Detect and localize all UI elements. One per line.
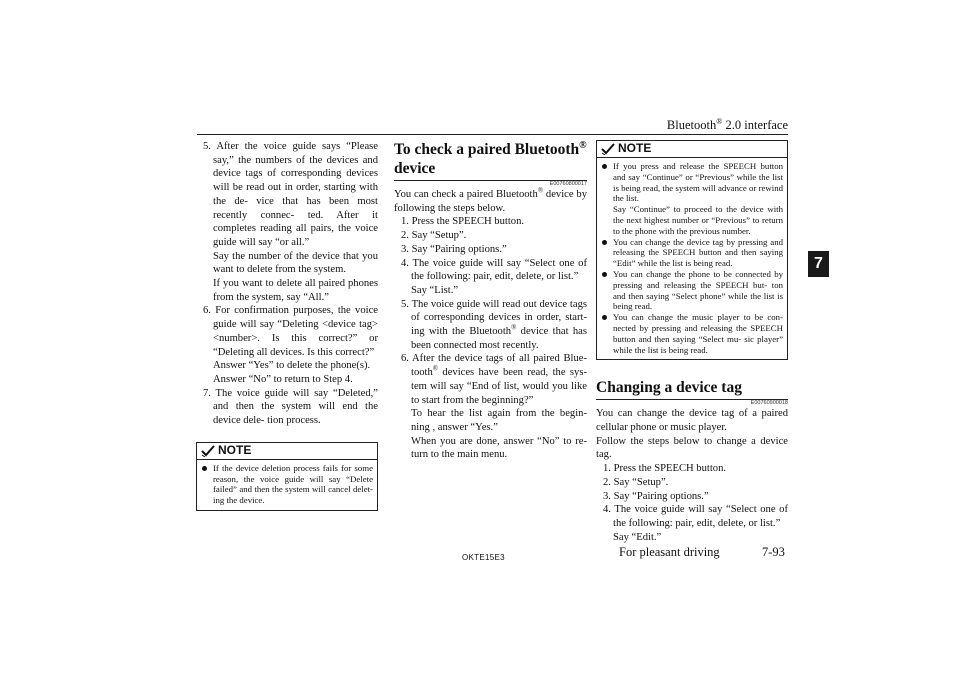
step-5: 5. The voice guide will read out device tags of corresponding devices in order, start- ing with the Bluetooth® device that has been connected most recently. (401, 298, 587, 351)
step-1: 1. Press the SPEECH button. (401, 216, 525, 228)
bullet-icon (202, 466, 207, 471)
note-bullet: You can change the music player to be con- nected by pressing and releasing the SPEECH button and then saying “Select mu- sic player” while the list is being read. (601, 312, 783, 355)
bullet-icon (602, 240, 607, 245)
note-bullet: If you press and release the SPEECH button and say “Continue” or “Previous” while the list is being read, the system will advance or rewind the list. (601, 161, 783, 204)
header-registered-mark: ® (716, 116, 723, 126)
section-code: E00760900018 (750, 400, 788, 407)
running-header (667, 118, 788, 133)
note-body (597, 158, 787, 359)
section-intro-2: Follow the steps below to change a device tag. (596, 435, 788, 461)
step-7: 7. The voice guide will say “Deleted,” and then the system will end the device dele- tion process. (203, 387, 378, 427)
step-2: 2. Say “Setup”. (603, 476, 669, 488)
section-heading-check-paired: To check a paired Bluetooth® device (394, 139, 587, 177)
step-3: 3. Say “Pairing options.” (603, 490, 709, 502)
footer-page-number: 7-93 (762, 545, 785, 559)
header-brand: Bluetooth (666, 118, 717, 132)
note-bullet: You can change the device tag by pressing and releasing the SPEECH button and then saying “Edit” while the list is being read. (601, 237, 783, 269)
step-6: 6. After the device tags of all paired Blue- tooth® devices have been read, the sys- tem will say “End of list, would you like to start from the beginning?” (401, 353, 587, 406)
step-4-continuation: Say “List.” (411, 284, 459, 296)
note-bullet: If the device deletion process fails for some reason, the voice guide will say “Delete failed” and then the system will cancel delet- ing the device. (201, 463, 373, 506)
header-rule (197, 134, 788, 135)
step-1: 1. Press the SPEECH button. (603, 463, 727, 475)
step-6-continuation-1: To hear the list again from the begin- ning , answer “Yes.” (411, 408, 587, 433)
step-4-continuation: Say “Edit.” (613, 531, 662, 543)
section-intro: You can check a paired Bluetooth® device by following the steps below. (394, 187, 587, 214)
section-intro-1: You can change the device tag of a paired cellular phone or music player. (596, 408, 788, 434)
footer-doc-code: OKTE15E3 (462, 553, 505, 562)
section-code: E00760800017 (549, 181, 587, 187)
column-2 (394, 140, 587, 462)
section-heading-change-tag: Changing a device tag (596, 379, 742, 397)
bullet-icon (602, 164, 607, 169)
note-header (597, 141, 787, 158)
step-5-continuation-2: If you want to delete all paired phones from the system, say “All.” (213, 278, 378, 303)
column-3 (596, 140, 788, 544)
step-6-continuation-1: Answer “Yes” to delete the phone(s). (213, 360, 371, 372)
note-box (196, 442, 378, 511)
step-5: 5. After the voice guide says “Please say,” the numbers of the devices and device tags of corresponding devices will be read out in order, starting with the de- vice that has been most recently connec- ted. After it completes reading all pairs, the voice guide will say “or all.” (203, 141, 378, 248)
step-6: 6. For confirmation purposes, the voice guide will say “Deleting <device tag> <number>. Is this correct?” or “Deleting all devices. Is this correct?” (203, 305, 378, 358)
note-body (197, 460, 377, 510)
step-6-continuation-2: Answer “No” to return to Step 4. (213, 373, 353, 385)
note-bullet-continuation: Say “Continue” to proceed to the device with the next highest number or “Previous” to return to the phone with the previous number. (613, 204, 783, 236)
note-title: NOTE (218, 442, 252, 457)
header-title-rest: 2.0 interface (722, 118, 788, 132)
note-check-icon (601, 143, 615, 155)
step-4: 4. The voice guide will say “Select one of the following: pair, edit, delete, or list.” (401, 257, 587, 283)
step-3: 3. Say “Pairing options.” (401, 243, 507, 255)
step-5-continuation-1: Say the number of the device that you want to delete from the system. (213, 250, 378, 276)
note-bullet: You can change the phone to be connected by pressing and releasing the SPEECH but- ton and then saying “Select phone” while the list is being read. (601, 269, 783, 312)
chapter-tab: 7 (808, 251, 829, 277)
note-check-icon (201, 445, 215, 457)
note-header (197, 443, 377, 460)
bullet-icon (602, 272, 607, 277)
step-6-continuation-2: When you are done, answer “No” to re- turn to the main menu. (411, 435, 587, 461)
note-title: NOTE (618, 141, 652, 156)
step-4: 4. The voice guide will say “Select one of the following: pair, edit, delete, or list.” (603, 504, 788, 529)
note-box (596, 140, 788, 360)
step-2: 2. Say “Setup”. (401, 230, 467, 242)
footer-section-title: For pleasant driving (619, 545, 720, 559)
bullet-icon (602, 315, 607, 320)
column-1 (196, 140, 378, 511)
